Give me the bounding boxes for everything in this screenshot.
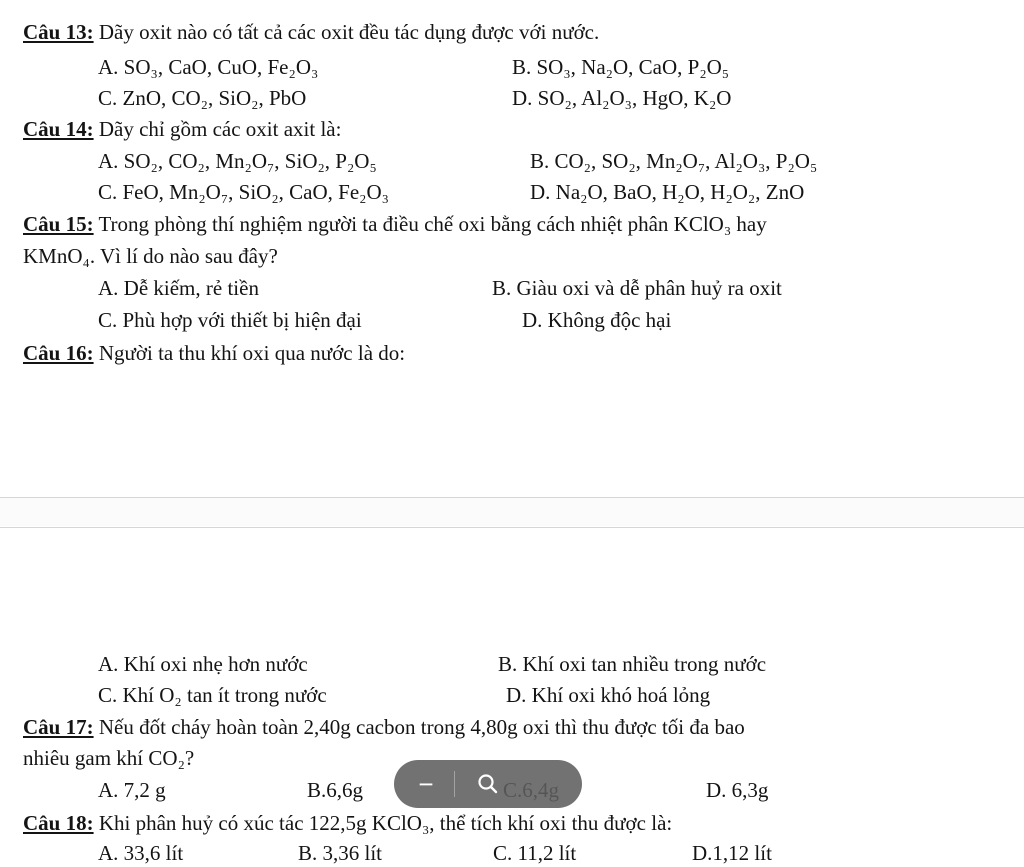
question-14-option-c: C. FeO, Mn₂O₇, SiO₂, CaO, Fe₂O₃	[98, 180, 389, 204]
question-13-text: Dãy oxit nào có tất cả các oxit đều tác dụng được với nước.	[93, 20, 600, 44]
question-15-option-d: D. Không độc hại	[522, 308, 672, 332]
question-17-option-d: D. 6,3g	[706, 778, 769, 802]
question-14-text: Dãy chỉ gồm các oxit axit là:	[93, 117, 342, 141]
page-divider-top	[0, 497, 1024, 498]
question-17-label: Câu 17:	[23, 715, 94, 739]
question-13-option-d: D. SO₂, Al₂O₃, HgO, K₂O	[512, 86, 732, 110]
question-15-option-b: B. Giàu oxi và dễ phân huỷ ra oxit	[492, 276, 782, 300]
question-14-stem	[23, 119, 341, 140]
question-14-label: Câu 14:	[23, 117, 94, 141]
question-14-option-b: B. CO₂, SO₂, Mn₂O₇, Al₂O₃, P₂O₅	[530, 149, 818, 173]
question-18-option-c: C. 11,2 lít	[493, 841, 577, 865]
question-16-label: Câu 16:	[23, 341, 94, 365]
question-17-stem	[23, 717, 745, 738]
zoom-control	[394, 760, 582, 808]
question-18-option-a: A. 33,6 lít	[98, 841, 184, 865]
question-13-option-a: A. SO₃, CaO, CuO, Fe₂O₃	[98, 55, 319, 79]
question-15-label: Câu 15:	[23, 212, 94, 236]
page-divider-bottom	[0, 527, 1024, 528]
question-15-option-a: A. Dễ kiếm, rẻ tiền	[98, 276, 259, 300]
question-16-stem	[23, 343, 405, 364]
question-14-option-a: A. SO₂, CO₂, Mn₂O₇, SiO₂, P₂O₅	[98, 149, 377, 173]
question-16-text: Người ta thu khí oxi qua nước là do:	[93, 341, 406, 365]
question-17-text-line1: Nếu đốt cháy hoàn toàn 2,40g cacbon trong 4,80g oxi thì thu được tối đa bao	[93, 715, 745, 739]
question-18-option-d: D.1,12 lít	[692, 841, 772, 865]
question-14-option-d: D. Na₂O, BaO, H₂O, H₂O₂, ZnO	[530, 180, 805, 204]
question-16-option-d: D. Khí oxi khó hoá lỏng	[506, 683, 711, 707]
question-15-option-c: C. Phù hợp với thiết bị hiện đại	[98, 308, 362, 332]
question-18-text: Khi phân huỷ có xúc tác 122,5g KClO₃, thể tích khí oxi thu được là:	[93, 811, 673, 835]
question-16-option-b: B. Khí oxi tan nhiều trong nước	[498, 652, 767, 676]
zoom-magnifier-icon[interactable]	[475, 771, 501, 797]
question-16-option-a: A. Khí oxi nhẹ hơn nước	[98, 652, 308, 676]
question-17-option-b: B.6,6g	[307, 778, 364, 802]
question-16-option-c: C. Khí O₂ tan ít trong nước	[98, 683, 327, 707]
question-18-label: Câu 18:	[23, 811, 94, 835]
question-17-option-a: A. 7,2 g	[98, 778, 166, 802]
question-15-text-line2: KMnO₄. Vì lí do nào sau đây?	[23, 244, 278, 268]
question-13-stem	[23, 22, 599, 43]
question-18-stem	[23, 813, 672, 834]
question-15-text-line1: Trong phòng thí nghiệm người ta điều chế oxi bằng cách nhiệt phân KClO₃ hay	[93, 212, 767, 236]
question-15-stem	[23, 214, 767, 235]
question-13-option-c: C. ZnO, CO₂, SiO₂, PbO	[98, 86, 307, 110]
question-17-text-line2: nhiêu gam khí CO₂?	[23, 746, 195, 770]
page-gap	[0, 498, 1024, 526]
zoom-separator	[454, 771, 455, 797]
question-18-option-b: B. 3,36 lít	[298, 841, 383, 865]
zoom-out-button[interactable]: −	[418, 769, 434, 799]
question-13-option-b: B. SO₃, Na₂O, CaO, P₂O₅	[512, 55, 730, 79]
question-13-label: Câu 13:	[23, 20, 94, 44]
